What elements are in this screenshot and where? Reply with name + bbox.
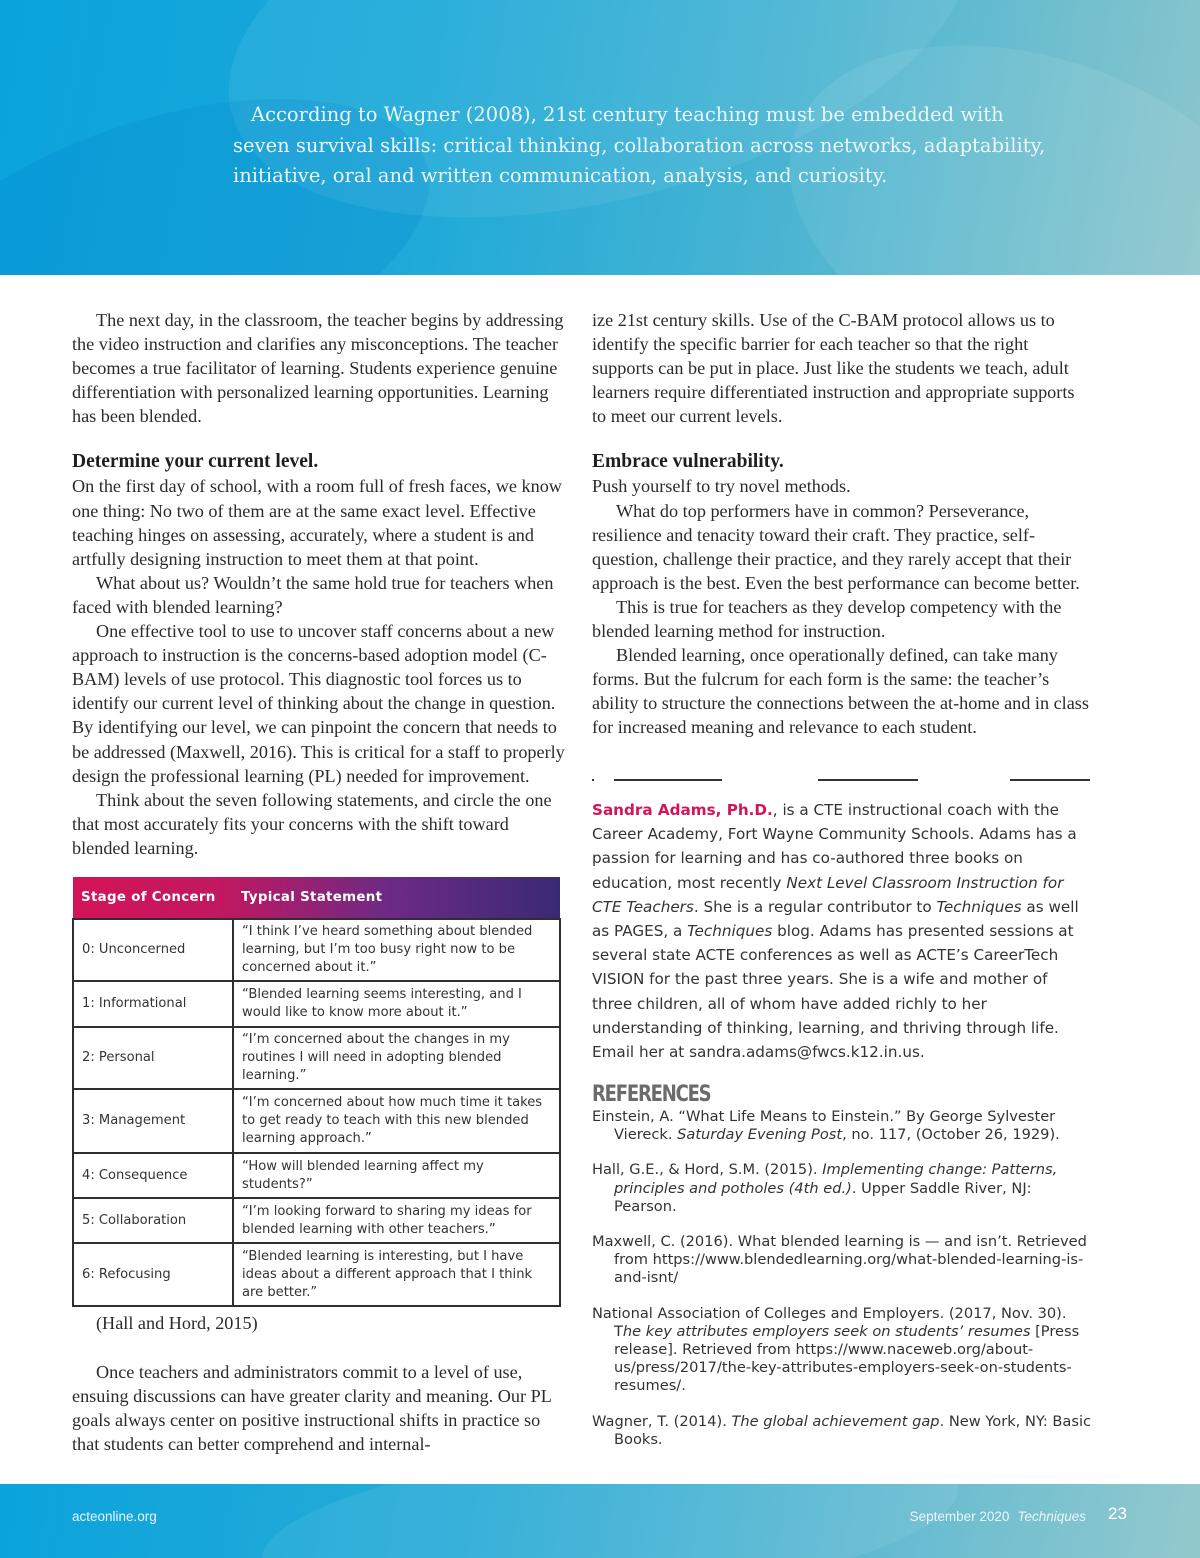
table-header-row bbox=[73, 877, 560, 919]
bio-text: blog. Adams has presented sessions at several state ACTE conferences as well as ACTE’s CareerTech VISION for the past three years. She is a wife and mother of three children, all of whom have added richly to her understanding of thinking, learning, and thriving through life. Email her at sandra.adams@fwcs.k12.in.us. bbox=[592, 922, 1074, 1062]
bio-text: . She is a regular contributor to bbox=[693, 897, 937, 916]
stage-cell: 1: Informational bbox=[73, 981, 233, 1027]
footer-website: acteonline.org bbox=[72, 1509, 157, 1524]
pull-quote-line: initiative, oral and written communication, analysis, and curiosity. bbox=[233, 164, 888, 187]
bio-divider bbox=[592, 777, 1090, 783]
statement-cell: “I’m looking forward to sharing my ideas for blended learning with other teachers.” bbox=[233, 1198, 560, 1243]
column-header-stage: Stage of Concern bbox=[81, 889, 216, 905]
magazine-title: Techniques bbox=[687, 922, 773, 941]
paragraph: Push yourself to try novel methods. bbox=[592, 476, 851, 497]
stage-cell: 5: Collaboration bbox=[73, 1198, 233, 1243]
paragraph: On the first day of school, with a room full of fresh faces, we know one thing: No two of them are at the same exact level. Effective teaching hinges on assessing, accurately, where a student is and artfully designing instruction to meet them at that point. bbox=[72, 476, 562, 569]
paragraph: The next day, in the classroom, the teacher begins by addressing the video instruction and clarifies any misconceptions. The teacher becomes a true facilitator of learning. Students experience genuine differentiation with personalized learning opportunities. Learning has been blended. bbox=[72, 310, 564, 427]
table-row bbox=[73, 981, 560, 1027]
table-row bbox=[73, 1027, 560, 1089]
paragraph: What about us? Wouldn’t the same hold true for teachers when faced with blended learning? bbox=[72, 572, 554, 617]
paragraph: Blended learning, once operationally defined, can take many forms. But the fulcrum for each form is the same: the teacher’s ability to structure the connections between the at-home and in class for increased meaning and relevance to each student. bbox=[592, 645, 1089, 738]
left-column-continued bbox=[72, 1360, 568, 1456]
section-heading: Determine your current level. bbox=[72, 451, 319, 473]
reference-item: National Association of Colleges and Employers. (2017, Nov. 30). The key attributes employers seek on students’ resumes [Press release]. Retrieved from https://www.naceweb.org/about-us/press/2017/the-key-attributes-employers-seek-on-students-resumes/. bbox=[592, 1304, 1080, 1395]
stage-cell: 2: Personal bbox=[73, 1027, 233, 1089]
paragraph: Once teachers and administrators commit to a level of use, ensuing discussions can have greater clarity and meaning. Our PL goals always center on positive instructional shifts in practice so that students can better comprehend and internal- bbox=[72, 1362, 552, 1455]
table-row bbox=[73, 919, 560, 981]
column-header-statement: Typical Statement bbox=[241, 889, 383, 905]
footer-issue: September 2020 Techniques bbox=[909, 1509, 1086, 1524]
header-banner bbox=[0, 0, 1200, 275]
author-bio bbox=[592, 798, 1090, 1064]
pull-quote bbox=[233, 100, 1046, 192]
table-row bbox=[73, 1153, 560, 1198]
statement-cell: “I’m concerned about how much time it takes to get ready to teach with this new blended learning approach.” bbox=[233, 1089, 560, 1153]
bio-text: , is a CTE instructional coach with the Career Academy, Fort Wayne Community Schools. Adams has a passion for learning and has co-authored three books on education, most recently bbox=[592, 801, 1077, 892]
statement-cell: “I think I’ve heard something about blended learning, but I’m too busy right now to be concerned about it.” bbox=[233, 919, 560, 981]
statement-cell: “How will blended learning affect my students?” bbox=[233, 1153, 560, 1198]
book-title: Next Level Classroom Instruction for CTE Teachers bbox=[592, 873, 1064, 916]
left-column bbox=[72, 308, 568, 860]
reference-item: Wagner, T. (2014). The global achievement gap. New York, NY: Basic Books. bbox=[592, 1412, 1092, 1448]
bio-text: as well as PAGES, a bbox=[592, 897, 1079, 941]
table-row bbox=[73, 1089, 560, 1153]
paragraph: Think about the seven following statements, and circle the one that most accurately fits your concerns with the shift toward blended learning. bbox=[72, 789, 552, 858]
paragraph: This is true for teachers as they develop competency with the blended learning method for instruction. bbox=[592, 596, 1062, 642]
statement-cell: “Blended learning is interesting, but I have ideas about a different approach that I think are better.” bbox=[233, 1243, 560, 1306]
references-heading: REFERENCES bbox=[592, 1082, 711, 1107]
page-number: 23 bbox=[1108, 1504, 1127, 1523]
page-footer bbox=[0, 1484, 1200, 1558]
footer-decoration bbox=[254, 1484, 967, 1558]
statement-cell: “Blended learning seems interesting, and I would like to know more about it.” bbox=[233, 981, 560, 1027]
right-column bbox=[592, 308, 1090, 740]
magazine-title: Techniques bbox=[936, 897, 1022, 916]
paragraph: One effective tool to use to uncover staff concerns about a new approach to instruction is the concerns-based adoption model (C-BAM) levels of use protocol. This diagnostic tool forces us to identify our current level of thinking about the change in question. By identifying our level, we can pinpoint the concern that needs to be addressed (Maxwell, 2016). This is critical for a staff to properly design the professional learning (PL) needed for improvement. bbox=[72, 621, 565, 786]
reference-item: Einstein, A. “What Life Means to Einstein.” By George Sylvester Viereck. Saturday Evening Post, no. 117, (October 26, 1929). bbox=[592, 1108, 1060, 1144]
pull-quote-line: seven survival skills: critical thinking, collaboration across networks, adaptability, bbox=[233, 133, 1046, 157]
stage-cell: 4: Consequence bbox=[73, 1153, 233, 1198]
stage-cell: 6: Refocusing bbox=[73, 1243, 233, 1306]
stages-of-concern-table bbox=[72, 877, 561, 1307]
references-list bbox=[592, 1108, 1092, 1466]
statement-cell: “I’m concerned about the changes in my routines I will need in adopting blended learning.” bbox=[233, 1027, 560, 1089]
table-row bbox=[73, 1198, 560, 1243]
table-citation: (Hall and Hord, 2015) bbox=[96, 1313, 258, 1333]
author-name: Sandra Adams, Ph.D. bbox=[592, 801, 773, 819]
paragraph: What do top performers have in common? Perseverance, resilience and tenacity toward their craft. They practice, self-question, challenge their practice, and they rarely accept that their approach is the best. Even the best performance can become better. bbox=[592, 500, 1080, 593]
paragraph: ize 21st century skills. Use of the C-BAM protocol allows us to identify the specific barrier for each teacher so that the right supports can be put in place. Just like the students we teach, adult learners require differentiated instruction and appropriate supports to meet our current levels. bbox=[592, 310, 1075, 427]
reference-item: Hall, G.E., & Hord, S.M. (2015). Implementing change: Patterns, principles and potholes (4th ed.). Upper Saddle River, NJ: Pearson. bbox=[592, 1161, 1058, 1215]
table-row bbox=[73, 1243, 560, 1306]
section-heading: Embrace vulnerability. bbox=[592, 451, 784, 473]
stage-cell: 3: Management bbox=[73, 1089, 233, 1153]
pull-quote-line: According to Wagner (2008), 21st century teaching must be embedded with bbox=[251, 103, 1004, 126]
reference-item: Maxwell, C. (2016). What blended learning is — and isn’t. Retrieved from https://www.blendedlearning.org/what-blended-learning-is-and-isnt/ bbox=[592, 1233, 1087, 1287]
stage-cell: 0: Unconcerned bbox=[73, 919, 233, 981]
